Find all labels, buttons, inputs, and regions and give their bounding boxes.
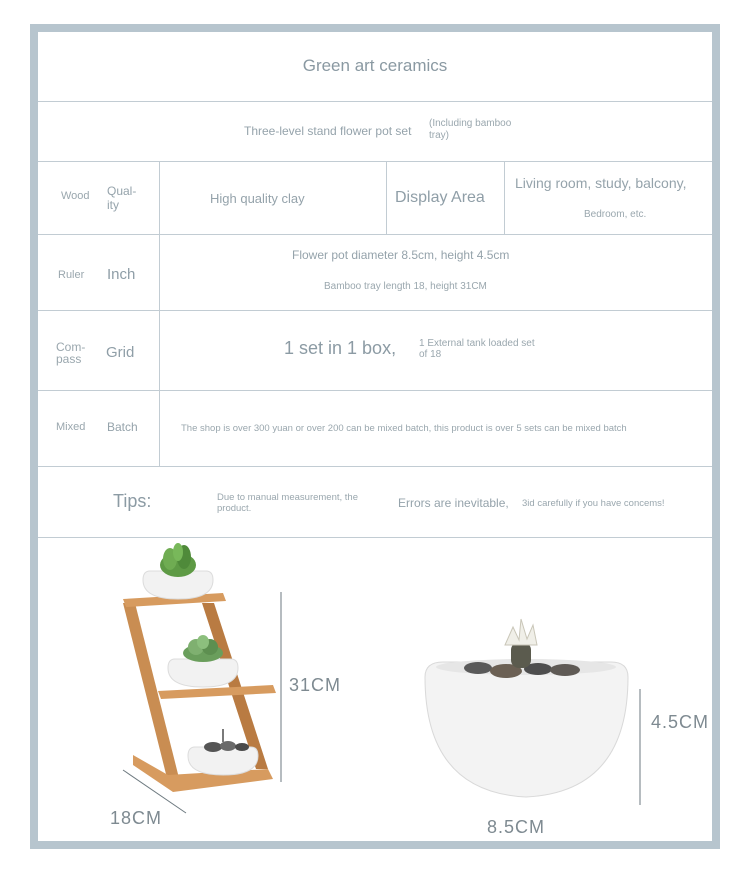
row-divider (38, 466, 712, 467)
material-label-left: Wood (61, 190, 90, 202)
pot-diameter-label: 8.5CM (487, 817, 546, 837)
tips-suffix: 3id carefully if you have concems! (522, 498, 665, 509)
packing-label-left-2: pass (56, 352, 82, 366)
batch-value: The shop is over 300 yuan or over 200 can be mixed batch, this product is over 5 sets can be mixed batch (181, 423, 627, 434)
row-divider (38, 310, 712, 311)
pot-body (425, 662, 628, 797)
succulent-top (160, 543, 196, 577)
material-value: High quality clay (210, 191, 305, 206)
pot-bottom (188, 747, 258, 775)
material-label-right-1: Qual- (107, 184, 137, 198)
spec-sheet (38, 32, 712, 841)
row-divider (38, 161, 712, 162)
shelf-middle (158, 685, 276, 699)
packing-note-2: of 18 (419, 349, 442, 360)
pebbles (204, 729, 249, 752)
stand-height-label: 31CM (289, 675, 342, 695)
batch-label-left: Mixed (56, 421, 86, 433)
packing-note-1: 1 External tank loaded set (419, 338, 535, 349)
display-area-label: Display Area (395, 189, 485, 206)
tips-note-2: product. (217, 503, 252, 514)
tips-note-1: Due to manual measurement, the (217, 492, 358, 503)
stand-length-label: 18CM (110, 808, 163, 828)
product-note-line2: tray) (429, 130, 449, 141)
packing-value: 1 set in 1 box, (284, 338, 397, 358)
packing-label-right: Grid (106, 344, 135, 361)
size-value-2: Bamboo tray length 18, height 31CM (324, 281, 487, 292)
row-divider (38, 234, 712, 235)
product-name: Three-level stand flower pot set (244, 124, 412, 138)
size-label-right: Inch (107, 266, 136, 283)
page-title: Green art ceramics (302, 56, 448, 75)
row-divider (38, 390, 712, 391)
column-divider (386, 161, 387, 234)
size-label-left: Ruler (58, 269, 85, 281)
column-divider (159, 161, 160, 466)
size-value-1: Flower pot diameter 8.5cm, height 4.5cm (292, 248, 510, 262)
packing-label-left-1: Com- (56, 340, 86, 354)
display-area-value-2: Bedroom, etc. (584, 209, 647, 220)
pot-height-label: 4.5CM (651, 712, 710, 732)
material-label-right-2: ity (107, 198, 119, 212)
product-note-line1: (Including bamboo (429, 118, 512, 129)
pot-illustration (413, 607, 673, 822)
pot-middle (168, 659, 238, 687)
display-area-value-1: Living room, study, balcony, (515, 175, 687, 191)
batch-label-right: Batch (107, 420, 138, 434)
row-divider (38, 101, 712, 102)
tips-main: Errors are inevitable, (398, 496, 509, 510)
tips-label: Tips: (113, 491, 152, 511)
page-frame (30, 24, 720, 849)
stand-illustration (118, 537, 308, 837)
column-divider (504, 161, 505, 234)
